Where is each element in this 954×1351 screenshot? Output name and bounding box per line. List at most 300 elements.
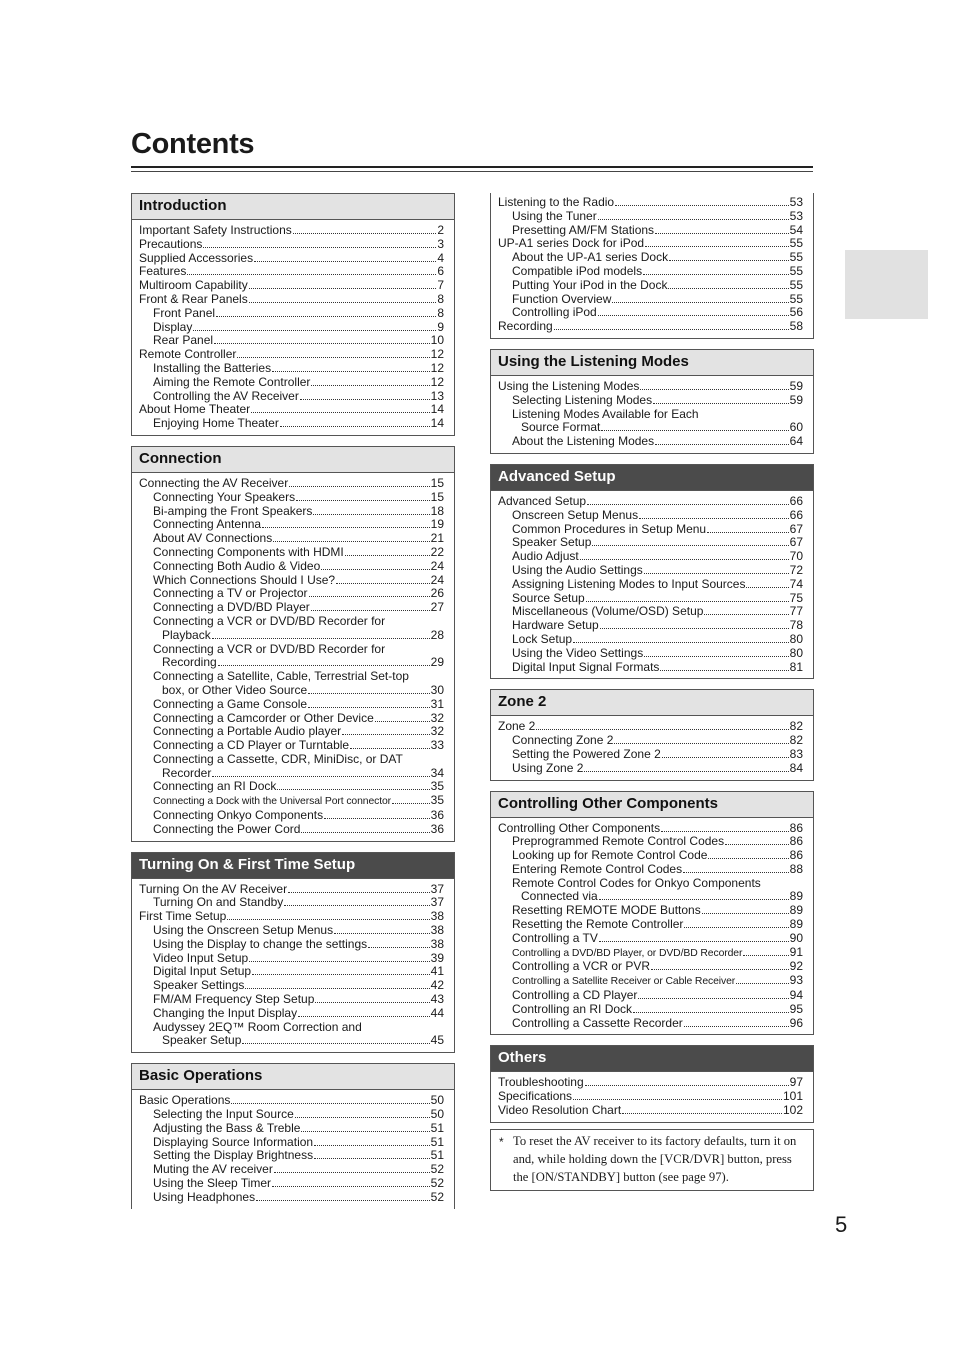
toc-entry-page: 80 [789,631,803,646]
toc-entry[interactable] [139,1021,444,1035]
toc-entry[interactable] [498,509,803,523]
section-entries [491,716,813,779]
toc-entry-title: Using the Onscreen Setup Menus [153,923,334,938]
toc-entry-page: 15 [430,489,444,504]
toc-entry-page: 86 [789,820,803,835]
toc-entry-title: Function Overview [512,291,612,306]
toc-entry[interactable] [498,661,803,675]
toc-entry-page: 66 [789,493,803,508]
right-column [490,193,814,1133]
toc-entry-page: 97 [789,1075,803,1090]
dot-leader [622,1113,782,1114]
toc-entry[interactable] [498,1104,803,1118]
toc-entry-title: Digital Input Setup [153,964,252,979]
toc-entry[interactable] [139,477,444,491]
toc-entry-title: Using the Listening Modes [498,378,640,393]
toc-entry[interactable] [139,362,444,376]
toc-entry-title: Listening to the Radio [498,195,615,209]
toc-entry-title: About the Listening Modes [512,434,655,449]
toc-entry[interactable] [139,1191,444,1205]
toc-entry[interactable] [139,1108,444,1122]
dot-leader [743,955,788,956]
toc-entry[interactable] [498,890,803,904]
dot-leader [725,844,789,845]
toc-entry[interactable] [139,698,444,712]
toc-entry-title: Speaker Setup [162,1033,242,1048]
toc-entry-title: Advanced Setup [498,493,587,508]
toc-entry-title: Looking up for Remote Control Code [512,848,708,863]
toc-entry-title: Connected via [521,889,598,904]
dot-leader [212,638,430,639]
toc-entry-title: Entering Remote Control Codes [512,861,683,876]
toc-entry[interactable] [139,293,444,307]
toc-entry-page: 55 [789,277,803,292]
toc-entry[interactable] [139,532,444,546]
toc-entry-title: Controlling a DVD/BD Player, or DVD/BD Recorder [512,947,743,959]
toc-entry[interactable] [139,279,444,293]
page-title: Contents [131,128,255,160]
toc-entry[interactable] [139,896,444,910]
toc-entry-title: Resetting REMOTE MODE Buttons [512,903,701,918]
toc-entry[interactable] [498,835,803,849]
toc-entry[interactable] [498,720,803,734]
toc-entry[interactable] [139,938,444,952]
dot-leader [375,721,430,722]
section-entries [132,879,454,1053]
dot-leader [554,329,789,330]
toc-entry[interactable] [139,712,444,726]
dot-leader [254,261,436,262]
toc-entry-page: 36 [430,821,444,836]
toc-entry-title: Connecting a Dock with the Universal Port connector [153,796,392,808]
toc-entry-title: Video Input Setup [153,950,249,965]
dot-leader [237,357,429,358]
toc-entry-page: 30 [430,682,444,697]
toc-entry[interactable] [139,574,444,588]
dot-leader [683,872,789,873]
dot-leader [277,789,429,790]
toc-entry-page: 41 [430,964,444,979]
toc-entry[interactable] [139,417,444,431]
dot-leader [345,555,430,556]
dot-leader [227,919,429,920]
toc-entry[interactable] [139,348,444,362]
toc-entry-title: Multiroom Capability [139,278,248,293]
toc-entry[interactable] [498,633,803,647]
dot-leader [216,316,436,317]
dot-leader [644,573,789,574]
toc-entry[interactable] [139,684,444,698]
section-heading: Zone 2 [491,690,813,716]
toc-entry[interactable] [139,979,444,993]
dot-leader [324,818,430,819]
dot-leader [315,1002,429,1003]
toc-entry-page: 37 [430,881,444,896]
toc-entry[interactable] [139,809,444,823]
toc-entry-title: Setting the Powered Zone 2 [512,746,661,761]
toc-entry-title: Connecting the AV Receiver [139,475,289,490]
toc-entry[interactable] [498,1003,803,1017]
toc-entry-title: Controlling a CD Player [512,988,638,1003]
dot-leader [295,1117,430,1118]
dot-leader [314,1145,430,1146]
toc-entry-page: 36 [430,808,444,823]
toc-entry[interactable] [498,647,803,661]
toc-entry[interactable] [139,321,444,335]
dot-leader [311,610,430,611]
toc-entry-title: Using the Display to change the settings [153,936,368,951]
toc-entry-page: 38 [430,936,444,951]
toc-entry-page: 92 [789,959,803,974]
toc-entry-title: Resetting the Remote Controller [512,917,684,932]
toc-entry[interactable] [498,237,803,251]
toc-entry[interactable] [498,946,803,961]
toc-entry[interactable] [498,578,803,592]
toc-entry-title: box, or Other Video Source [162,682,308,697]
toc-entry[interactable] [498,605,803,619]
toc-entry[interactable] [139,334,444,348]
toc-entry-title: Recording [162,655,217,670]
toc-entry[interactable] [139,1149,444,1163]
toc-entry-page: 31 [430,696,444,711]
dot-leader [638,998,788,999]
dot-leader [296,500,430,501]
toc-entry-page: 74 [789,576,803,591]
toc-entry[interactable] [498,306,803,320]
toc-entry[interactable] [498,822,803,836]
toc-entry-title: Basic Operations [139,1093,231,1108]
toc-entry-page: 29 [430,655,444,670]
toc-entry-title: Selecting Listening Modes [512,392,653,407]
toc-entry-page: 77 [789,604,803,619]
toc-entry[interactable] [139,670,444,684]
toc-entry[interactable] [498,224,803,238]
toc-entry[interactable] [139,1094,444,1108]
toc-entry[interactable] [498,592,803,606]
toc-entry-page: 38 [430,923,444,938]
dot-leader [350,748,430,749]
toc-entry-title: First Time Setup [139,909,227,924]
section-heading: Introduction [132,194,454,220]
toc-entry[interactable] [139,518,444,532]
toc-entry-page: 80 [789,645,803,660]
toc-entry[interactable] [139,238,444,252]
dot-leader [298,1016,430,1017]
toc-entry-title: Controlling iPod [512,305,597,320]
dot-leader [644,656,788,657]
toc-entry[interactable] [498,762,803,776]
toc-entry-title: Displaying Source Information [153,1134,314,1149]
toc-entry[interactable] [498,536,803,550]
toc-entry-page: 43 [430,992,444,1007]
toc-entry[interactable] [498,265,803,279]
toc-entry-page: 8 [437,291,444,306]
toc-entry[interactable] [139,601,444,615]
toc-entry[interactable] [498,619,803,633]
toc-entry-title: Controlling an RI Dock [512,1001,633,1016]
toc-entry[interactable] [498,196,803,210]
toc-entry[interactable] [139,546,444,560]
toc-entry[interactable] [139,224,444,238]
toc-entry-title: Connecting Antenna [153,517,262,532]
dot-leader [251,412,429,413]
toc-entry[interactable] [498,421,803,435]
toc-entry-title: Common Procedures in Setup Menu [512,521,707,536]
dot-leader [599,899,789,900]
toc-entry[interactable] [498,550,803,564]
toc-entry[interactable] [498,960,803,974]
toc-entry-title: About Home Theater [139,402,251,417]
dot-leader [661,831,789,832]
toc-entry-page: 102 [782,1103,803,1118]
toc-entry[interactable] [139,780,444,794]
toc-entry[interactable] [139,1136,444,1150]
section-entries [491,818,813,1035]
dot-leader [308,693,429,694]
toc-entry-page: 59 [789,378,803,393]
toc-entry[interactable] [139,1122,444,1136]
toc-entry-title: Preprogrammed Remote Control Codes [512,834,725,849]
dot-leader [334,933,430,934]
toc-entry[interactable] [139,629,444,643]
section-entries [132,1090,454,1208]
toc-entry[interactable] [139,615,444,629]
toc-entry-title: Using the Video Settings [512,645,644,660]
toc-entry-title: Installing the Batteries [153,360,272,375]
toc-entry[interactable] [498,523,803,537]
toc-entry[interactable] [498,918,803,932]
dot-leader [392,803,430,804]
dot-leader [586,601,789,602]
dot-leader [592,545,788,546]
toc-entry-title: Using Zone 2 [512,760,584,775]
toc-entry-title: Connecting a TV or Projector [153,586,308,601]
toc-entry-title: Lock Setup [512,631,573,646]
toc-entry-page: 22 [430,544,444,559]
toc-entry[interactable] [139,767,444,781]
toc-entry[interactable] [139,1163,444,1177]
toc-entry-page: 32 [430,724,444,739]
toc-entry[interactable] [498,251,803,265]
toc-entry[interactable] [498,394,803,408]
toc-entry[interactable] [139,265,444,279]
toc-entry[interactable] [139,924,444,938]
toc-entry[interactable] [498,564,803,578]
dot-leader [684,927,788,928]
toc-section-advanced-setup [490,464,814,679]
toc-entry-title: Precautions [139,236,203,251]
toc-entry-page: 12 [430,347,444,362]
toc-entry[interactable] [139,993,444,1007]
toc-entry-page: 52 [430,1162,444,1177]
toc-entry[interactable] [139,823,444,837]
section-entries [491,1072,813,1121]
toc-entry-page: 19 [430,517,444,532]
toc-entry[interactable] [498,279,803,293]
toc-entry[interactable] [139,491,444,505]
dot-leader [573,1099,782,1100]
toc-entry-title: Controlling a VCR or PVR [512,959,651,974]
toc-entry-title: Connecting a VCR or DVD/BD Recorder for [153,613,386,628]
toc-entry-page: 82 [789,733,803,748]
section-heading: Advanced Setup [491,465,813,491]
toc-entry[interactable] [139,643,444,657]
toc-entry[interactable] [139,252,444,266]
toc-entry-page: 33 [430,738,444,753]
toc-section-introduction [131,193,455,436]
page-number: 5 [835,1212,848,1237]
toc-entry-page: 81 [789,659,803,674]
toc-entry[interactable] [139,587,444,601]
toc-entry-page: 27 [430,600,444,615]
toc-entry-title: Source Format [521,420,601,435]
toc-entry-title: Hardware Setup [512,618,599,633]
toc-section-continued [490,193,814,339]
toc-entry[interactable] [139,307,444,321]
toc-entry[interactable] [139,390,444,404]
toc-entry-title: Presetting AM/FM Stations [512,222,655,237]
toc-entry[interactable] [139,1177,444,1191]
toc-entry-page: 75 [789,590,803,605]
toc-entry-title: Connecting a Game Console [153,696,308,711]
toc-entry-page: 12 [430,360,444,375]
dot-leader [242,1043,429,1044]
toc-entry-title: Connecting a Camcorder or Other Device [153,710,374,725]
toc-entry[interactable] [139,656,444,670]
toc-entry-title: Specifications [498,1089,573,1104]
toc-entry-title: Connecting the Power Cord [153,821,301,836]
toc-entry[interactable] [498,495,803,509]
toc-entry[interactable] [498,435,803,449]
toc-section-basic-operations [131,1063,455,1208]
toc-entry-title: Using the Audio Settings [512,562,643,577]
toc-entry[interactable] [498,1076,803,1090]
toc-entry-page: 51 [430,1148,444,1163]
toc-entry-page: 83 [789,746,803,761]
toc-entry[interactable] [139,910,444,924]
toc-entry-page: 53 [789,195,803,209]
toc-entry[interactable] [498,849,803,863]
dot-leader [314,1158,430,1159]
toc-entry-page: 94 [789,988,803,1003]
section-entries [132,473,454,841]
toc-entry[interactable] [498,293,803,307]
toc-entry[interactable] [498,380,803,394]
dot-leader [187,274,436,275]
dot-leader [212,776,429,777]
toc-entry-title: Muting the AV receiver [153,1162,273,1177]
toc-entry-page: 6 [437,264,444,279]
toc-entry[interactable] [139,505,444,519]
dot-leader [585,1085,789,1086]
toc-entry[interactable] [498,863,803,877]
dot-leader [272,371,430,372]
section-heading: Turning On & First Time Setup [132,853,454,879]
toc-entry-page: 52 [430,1189,444,1204]
toc-entry-title: UP-A1 series Dock for iPod [498,236,645,251]
toc-entry-page: 67 [789,535,803,550]
title-rule-thick [131,166,813,168]
toc-entry-page: 58 [789,319,803,334]
toc-entry-page: 44 [430,1005,444,1020]
toc-entry-page: 42 [430,978,444,993]
toc-entry-page: 59 [789,392,803,407]
toc-section-turning-on-first-time-setup [131,852,455,1054]
toc-entry-title: Putting Your iPod in the Dock [512,277,668,292]
dot-leader [660,670,788,671]
toc-entry[interactable] [139,753,444,767]
toc-entry-page: 18 [430,503,444,518]
toc-entry[interactable] [139,794,444,809]
toc-entry[interactable] [498,210,803,224]
toc-entry-page: 88 [789,861,803,876]
toc-entry[interactable] [139,739,444,753]
toc-entry[interactable] [498,734,803,748]
toc-entry-page: 50 [430,1093,444,1108]
toc-entry[interactable] [498,932,803,946]
dot-leader [231,1103,429,1104]
toc-entry-page: 26 [430,586,444,601]
toc-entry-page: 24 [430,572,444,587]
dot-leader [301,832,429,833]
toc-entry-page: 51 [430,1134,444,1149]
toc-entry-title: Connecting a Satellite, Cable, Terrestrial Set-top [153,669,409,684]
dot-leader [612,302,788,303]
dot-leader [342,734,430,735]
toc-entry[interactable] [498,1017,803,1031]
toc-entry-page: 89 [789,917,803,932]
toc-entry-page: 82 [789,719,803,734]
toc-entry-page: 13 [430,388,444,403]
toc-entry[interactable] [139,403,444,417]
dot-leader [600,628,789,629]
dot-leader [580,559,789,560]
toc-entry[interactable] [498,748,803,762]
toc-entry[interactable] [498,989,803,1003]
toc-entry-title: Rear Panel [153,333,214,348]
toc-entry-page: 32 [430,710,444,725]
toc-entry-page: 91 [789,944,803,959]
dot-leader [614,743,788,744]
toc-entry[interactable] [498,320,803,334]
toc-entry-title: Adjusting the Bass & Treble [153,1120,301,1135]
toc-entry[interactable] [139,952,444,966]
toc-entry-title: Compatible iPod models [512,263,643,278]
toc-entry[interactable] [139,1007,444,1021]
toc-entry[interactable] [498,877,803,891]
toc-entry-page: 95 [789,1001,803,1016]
toc-entry[interactable] [139,376,444,390]
toc-entry[interactable] [139,725,444,739]
toc-entry[interactable] [139,1034,444,1048]
toc-entry[interactable] [498,1090,803,1104]
dot-leader [640,389,788,390]
toc-entry-title: Speaker Settings [153,978,245,993]
toc-entry[interactable] [139,560,444,574]
toc-entry[interactable] [498,974,803,989]
toc-entry[interactable] [139,883,444,897]
toc-entry-page: 51 [430,1120,444,1135]
toc-entry[interactable] [498,408,803,422]
toc-entry[interactable] [139,965,444,979]
toc-entry-title: Using the Tuner [512,208,597,223]
dot-leader [651,969,789,970]
toc-entry-title: Aiming the Remote Controller [153,374,311,389]
toc-entry-page: 90 [789,930,803,945]
dot-leader [653,403,789,404]
toc-entry-page: 56 [789,305,803,320]
toc-entry[interactable] [498,904,803,918]
